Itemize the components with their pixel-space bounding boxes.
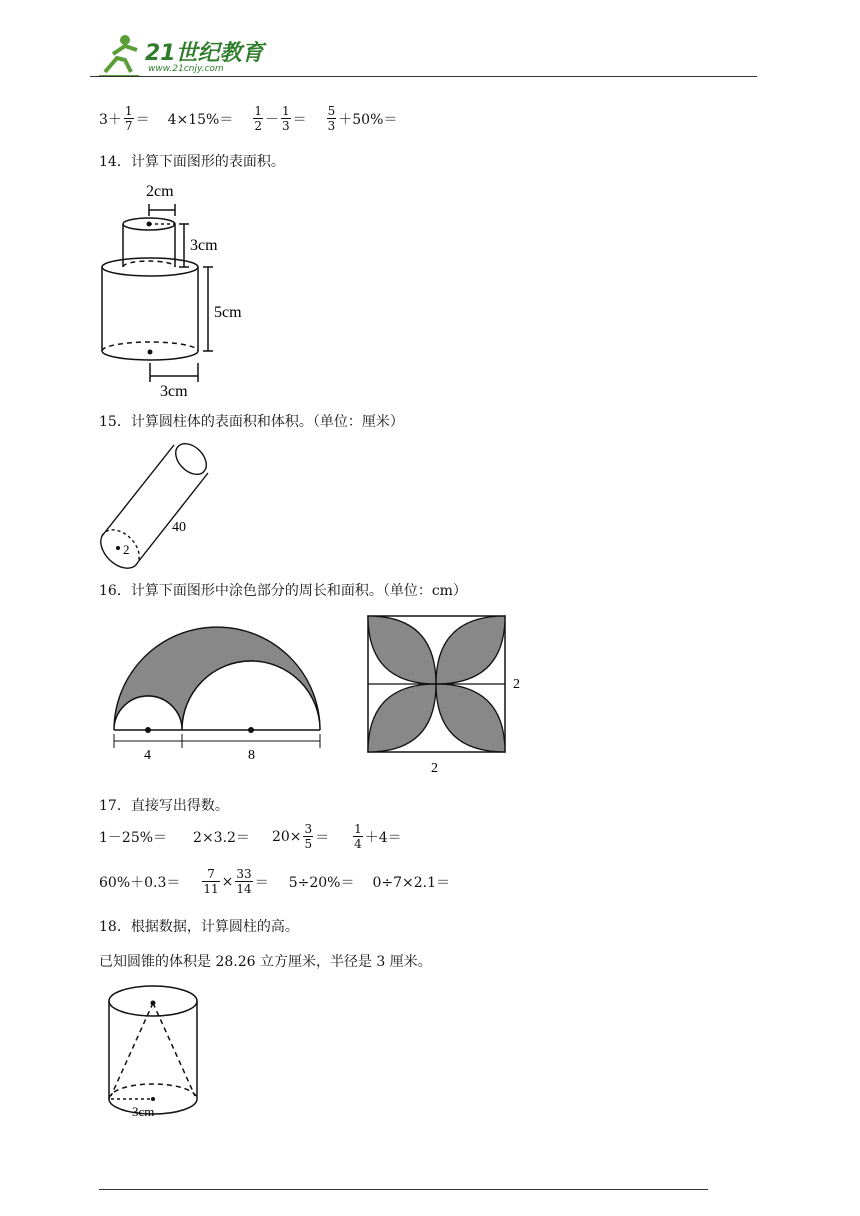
expr-top-3: $\frac{1}{2}$ － $\frac{1}{3}$ ＝	[254, 104, 307, 133]
q16-left-small-label: 4	[144, 748, 151, 763]
q17-expr-8: 0÷7×2.1＝	[372, 874, 450, 891]
q16-right-figure	[365, 613, 540, 778]
q16-left-big-label: 8	[248, 748, 255, 763]
q17-expr-4: $\frac{1}{4}$ ＋4＝	[354, 822, 402, 851]
expr-top-4: $\frac{5}{3}$ ＋50%＝	[327, 104, 398, 133]
q17-expr-3: 20× $\frac{3}{5}$ ＝	[271, 822, 330, 851]
q18-figure	[106, 982, 216, 1122]
q14-title: 14．计算下面图形的表面积。	[99, 154, 285, 170]
logo-url: www.21cnjy.com	[148, 64, 224, 74]
q15-figure	[96, 435, 226, 570]
q16-square-side-right: 2	[513, 677, 520, 692]
logo-brand: 21世纪教育	[145, 41, 264, 66]
logo-runner-icon	[95, 32, 145, 78]
q17-row-1	[99, 822, 420, 851]
q16-title: 16．计算下面图形中涂色部分的周长和面积。（单位：cm）	[99, 583, 467, 599]
q17-expr-7: 5÷20%＝	[288, 874, 355, 891]
q14-figure	[98, 178, 268, 398]
q15-title: 15．计算圆柱体的表面积和体积。（单位：厘米）	[99, 414, 404, 430]
header	[90, 30, 760, 80]
q17-expr-6: $\frac{7}{11}$ × $\frac{33}{14}$ ＝	[203, 867, 269, 896]
q15-length-label: 40	[172, 520, 186, 535]
q15-radius-label: 2	[123, 542, 130, 557]
expr-top-2: 4×15%＝	[167, 111, 234, 128]
q14-top-radius-label: 2cm	[146, 183, 174, 200]
q17-row-2	[99, 867, 468, 896]
q16-square-side-bottom: 2	[431, 761, 438, 776]
q16-left-figure	[108, 620, 328, 770]
q14-top-height-label: 3cm	[190, 237, 218, 254]
q17-expr-5: 60%＋0.3＝	[99, 874, 181, 891]
q18-given: 已知圆锥的体积是 28.26 立方厘米，半径是 3 厘米。	[99, 954, 432, 970]
q17-title: 17．直接写出得数。	[99, 798, 229, 814]
q14-bottom-height-label: 5cm	[214, 304, 242, 321]
q18-title: 18．根据数据，计算圆柱的高。	[99, 919, 299, 935]
q17-expr-2: 2×3.2＝	[193, 829, 250, 846]
q14-bottom-radius-label: 3cm	[160, 383, 188, 398]
footer-rule	[99, 1189, 708, 1190]
q17-expr-1: 1－25%＝	[99, 829, 168, 846]
expr-top-1: 3＋ $\frac{1}{7}$ ＝	[99, 104, 150, 133]
header-rule	[90, 76, 757, 77]
q18-radius-label: 3cm	[132, 1104, 155, 1119]
top-expressions	[99, 104, 415, 133]
